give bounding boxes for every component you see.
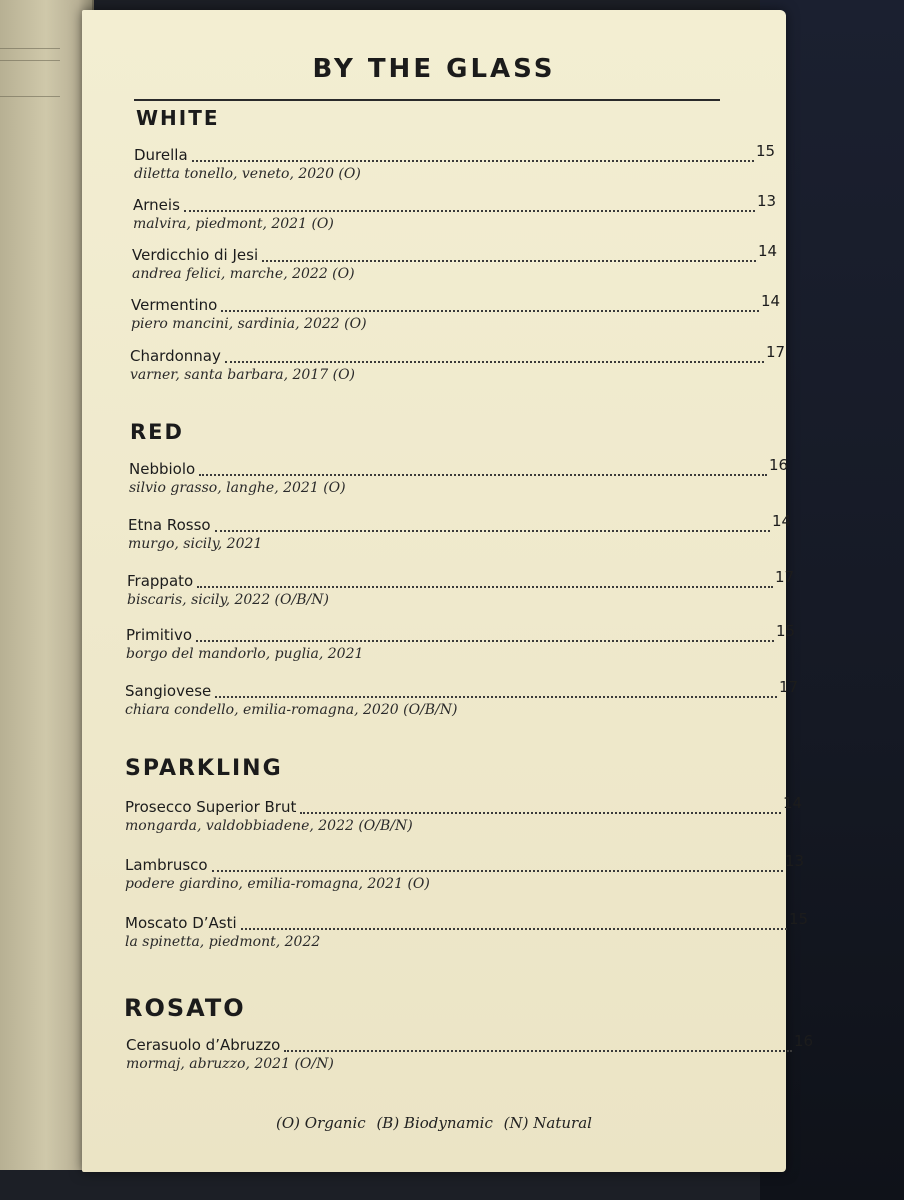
- wine-name: Nebbiolo: [129, 460, 196, 478]
- page-edge-line: [0, 96, 60, 97]
- adjacent-page: [0, 0, 94, 1170]
- wine-name: Prosecco Superior Brut: [125, 798, 297, 816]
- legend-biodynamic: (B) Biodynamic: [376, 1114, 493, 1132]
- wine-entry: [132, 242, 778, 282]
- wine-producer: piero mancini, sardinia, 2022 (O): [131, 316, 367, 332]
- leader-dots: [192, 160, 754, 162]
- leader-dots: [196, 640, 774, 642]
- wine-name: Durella: [134, 146, 188, 164]
- leader-dots: [262, 260, 756, 262]
- title-underline: [134, 99, 720, 101]
- wine-name: Moscato D’Asti: [125, 914, 237, 932]
- wine-entry: [125, 794, 803, 834]
- section-heading-sparkling: SPARKLING: [125, 756, 283, 781]
- wine-producer: murgo, sicily, 2021: [128, 536, 263, 552]
- wine-price: 15: [756, 142, 776, 160]
- wine-name: Verdicchio di Jesi: [132, 246, 259, 264]
- wine-price: 13: [785, 852, 805, 870]
- wine-producer: mormaj, abruzzo, 2021 (O/N): [126, 1056, 334, 1072]
- wine-producer: biscaris, sicily, 2022 (O/B/N): [127, 592, 329, 608]
- wine-entry: [125, 910, 809, 950]
- leader-dots: [184, 210, 755, 212]
- wine-entry: [126, 622, 796, 662]
- wine-price: 16: [794, 1032, 814, 1050]
- page-edge-line: [0, 48, 60, 49]
- menu-title: BY THE GLASS: [312, 54, 556, 84]
- wine-price: 14: [761, 292, 781, 310]
- wine-entry: [131, 292, 781, 332]
- wine-price: 15: [789, 910, 809, 928]
- wine-producer: varner, santa barbara, 2017 (O): [130, 367, 356, 383]
- wine-price: 13: [757, 192, 777, 210]
- wine-entry: [130, 343, 786, 383]
- wine-price: 15: [776, 622, 796, 640]
- wine-name: Primitivo: [126, 626, 192, 644]
- wine-price: 14: [758, 242, 778, 260]
- wine-entry: [128, 512, 792, 552]
- leader-dots: [284, 1050, 792, 1052]
- page-edge-line: [0, 60, 60, 61]
- wine-price: 16: [769, 456, 789, 474]
- leader-dots: [225, 361, 764, 363]
- wine-producer: malvira, piedmont, 2021 (O): [133, 216, 334, 232]
- wine-name: Sangiovese: [125, 682, 212, 700]
- wine-entry: [125, 678, 799, 718]
- wine-name: Vermentino: [131, 296, 218, 314]
- section-heading-red: RED: [130, 420, 184, 444]
- wine-name: Frappato: [127, 572, 194, 590]
- leader-dots: [221, 310, 759, 312]
- wine-producer: podere giardino, emilia-romagna, 2021 (O): [125, 876, 430, 892]
- wine-producer: silvio grasso, langhe, 2021 (O): [129, 480, 346, 496]
- wine-price: 17: [779, 678, 799, 696]
- wine-entry: [133, 192, 777, 232]
- wine-producer: mongarda, valdobbiadene, 2022 (O/B/N): [125, 818, 413, 834]
- wine-price: 14: [772, 512, 792, 530]
- legend-organic: (O) Organic: [276, 1114, 366, 1132]
- wine-entry: [125, 852, 805, 892]
- leader-dots: [212, 870, 783, 872]
- leader-dots: [241, 928, 787, 930]
- wine-entry: [127, 568, 795, 608]
- wine-entry: [129, 456, 789, 496]
- wine-name: Cerasuolo d’Abruzzo: [126, 1036, 281, 1054]
- leader-dots: [215, 530, 770, 532]
- leader-dots: [199, 474, 767, 476]
- section-heading-white: WHITE: [136, 106, 220, 130]
- certification-legend: [276, 1114, 598, 1132]
- wine-producer: borgo del mandorlo, puglia, 2021: [126, 646, 364, 662]
- section-heading-rosato: ROSATO: [124, 994, 246, 1022]
- leader-dots: [197, 586, 773, 588]
- wine-producer: andrea felici, marche, 2022 (O): [132, 266, 355, 282]
- wine-price: 17: [766, 343, 786, 361]
- wine-entry: [126, 1032, 814, 1072]
- wine-name: Etna Rosso: [128, 516, 211, 534]
- wine-entry: [134, 142, 776, 182]
- leader-dots: [300, 812, 781, 814]
- menu-page: [82, 10, 814, 1172]
- wine-name: Chardonnay: [130, 347, 221, 365]
- wine-producer: la spinetta, piedmont, 2022: [125, 934, 321, 950]
- wine-price: 17: [775, 568, 795, 586]
- wine-producer: diletta tonello, veneto, 2020 (O): [134, 166, 361, 182]
- legend-natural: (N) Natural: [503, 1114, 592, 1132]
- wine-price: 14: [783, 794, 803, 812]
- wine-producer: chiara condello, emilia-romagna, 2020 (O/B/N): [125, 702, 458, 718]
- wine-name: Lambrusco: [125, 856, 208, 874]
- wine-name: Arneis: [133, 196, 180, 214]
- leader-dots: [215, 696, 777, 698]
